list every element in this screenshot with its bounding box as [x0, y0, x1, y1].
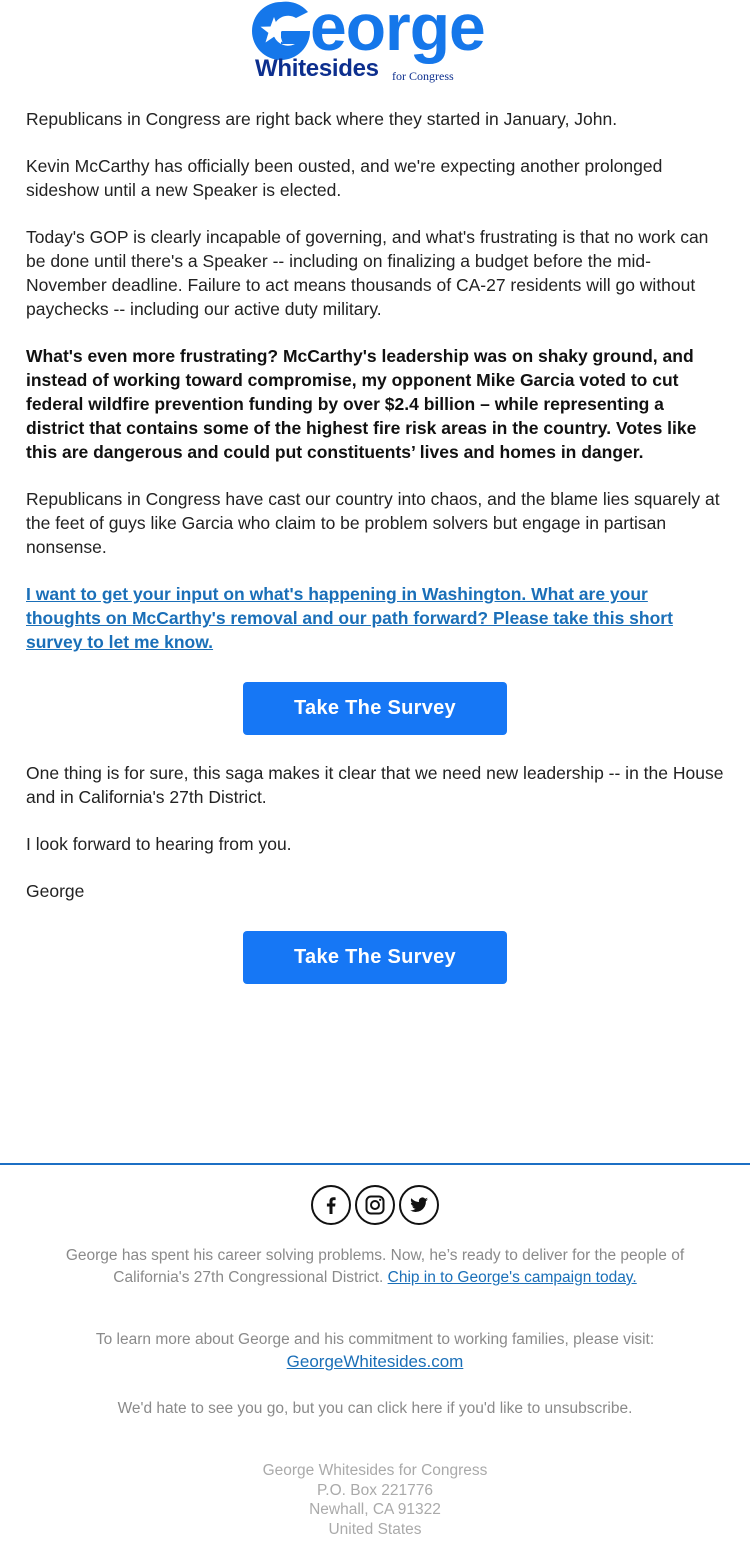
address-line: George Whitesides for Congress — [262, 1462, 488, 1479]
footer-divider — [0, 1163, 750, 1165]
signoff: George — [26, 881, 85, 901]
email-closing — [26, 761, 726, 926]
logo-wordmark: eorge — [310, 0, 485, 64]
footer-learn-more — [60, 1329, 690, 1374]
body-paragraph: Today's GOP is clearly incapable of governing, and what's frustrating is that no work can be done until there's a Speaker -- including on finalizing a budget before the mid-November deadline. Failure to act means thousands of CA-27 residents will go without paychecks -- including our active duty military. — [26, 227, 709, 319]
take-survey-button-bottom[interactable]: Take The Survey — [243, 931, 507, 984]
address-line: United States — [328, 1520, 422, 1538]
body-paragraph: Republicans in Congress have cast our country into chaos, and the blame lies squarely at the feet of guys like Garcia who claim to be problem solvers but engage in partisan nonsense. — [26, 489, 720, 557]
body-paragraph: Republicans in Congress are right back where they started in January, John. — [26, 109, 618, 129]
body-paragraph: I look forward to hearing from you. — [26, 834, 292, 854]
logo-star-icon — [250, 0, 312, 62]
instagram-icon[interactable] — [355, 1185, 395, 1225]
logo-subtitle: Whitesides — [255, 55, 379, 82]
website-link[interactable]: GeorgeWhitesides.com — [286, 1352, 464, 1371]
body-paragraph: Kevin McCarthy has officially been ousted, and we're expecting another prolonged sideshow until a new Speaker is elected. — [26, 156, 663, 200]
twitter-icon[interactable] — [399, 1185, 439, 1225]
footer-learn-text: To learn more about George and his commitment to working families, please visit: — [95, 1331, 655, 1348]
campaign-logo — [0, 0, 750, 84]
footer-about — [60, 1245, 690, 1289]
logo-for-congress: for Congress — [392, 69, 454, 83]
bold-paragraph: What's even more frustrating? McCarthy's leadership was on shaky ground, and instead of working toward compromise, my opponent Mike Garcia voted to cut federal wildfire prevention funding by over $2.4 billion – while representing a district that contains some of the highest fire risk areas in the country. Votes like this are dangerous and could put constituents’ lives and homes in danger. — [26, 346, 697, 462]
email-body — [26, 107, 726, 677]
mailing-address — [0, 1461, 750, 1539]
body-paragraph: One thing is for sure, this saga makes it clear that we need new leadership -- in the House and in California's 27th District. — [26, 763, 724, 807]
social-links — [311, 1185, 441, 1225]
footer-about-text: George has spent his career solving problems. Now, he’s ready to deliver for the people of California's 27th Congressional District. — [65, 1247, 685, 1286]
address-line: P.O. Box 221776 — [316, 1481, 434, 1499]
address-line: Newhall, CA 91322 — [309, 1501, 441, 1518]
unsubscribe-text[interactable]: We'd hate to see you go, but you can click here if you'd like to unsubscribe. — [117, 1400, 633, 1417]
survey-cta-link[interactable]: I want to get your input on what's happening in Washington. What are your thoughts on McCarthy's removal and our path forward? Please take this short survey to let me know. — [26, 584, 673, 652]
chip-in-link[interactable]: Chip in to George's campaign today. — [387, 1269, 637, 1286]
facebook-icon[interactable] — [311, 1185, 351, 1225]
take-survey-button[interactable]: Take The Survey — [243, 682, 507, 735]
